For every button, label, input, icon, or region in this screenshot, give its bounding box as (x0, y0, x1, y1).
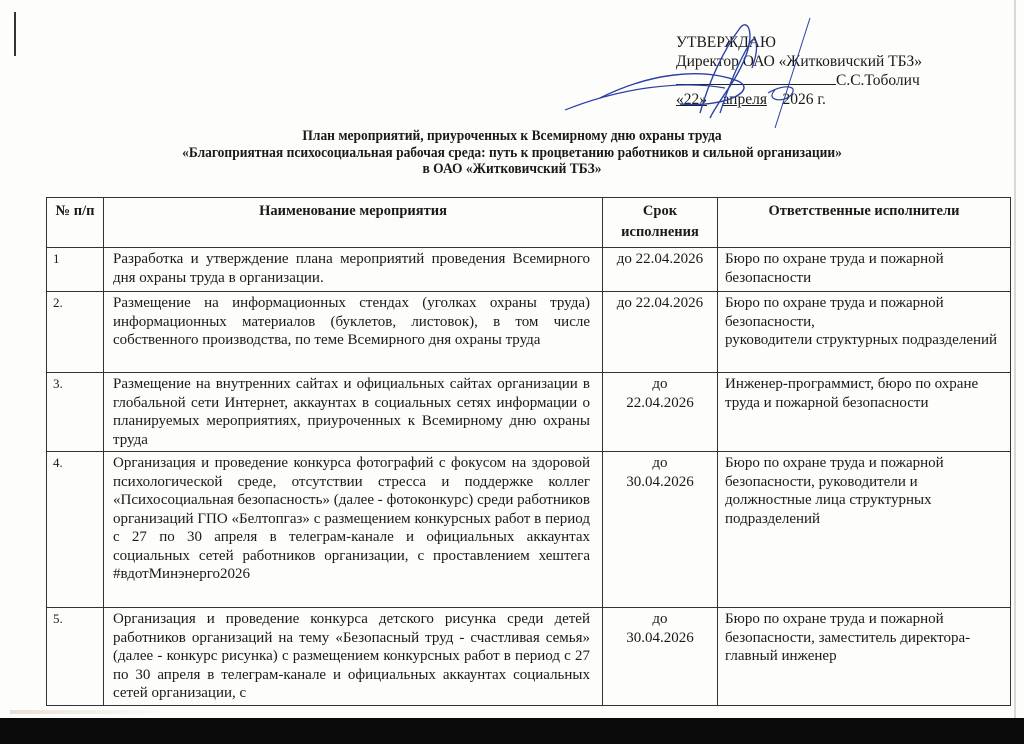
header-responsible: Ответственные исполнители (718, 198, 1011, 248)
page-edge (1014, 0, 1016, 718)
approval-signature-line (676, 71, 922, 91)
table-row (47, 608, 1011, 706)
header-deadline: Срок исполнения (603, 198, 718, 248)
header-number: № п/п (47, 198, 104, 248)
row-number: 5. (47, 608, 104, 706)
title-line-1: План мероприятий, приуроченных к Всемирному дню охраны труда (302, 128, 722, 144)
row-responsible: Бюро по охране труда и пожарной безопасности, руководители и должностные лица структурных подразделений (718, 452, 1011, 608)
scan-edge-mark (14, 12, 16, 56)
approval-signatory: С.С.Тоболич (836, 72, 920, 89)
row-event-name: Организация и проведение конкурса детского рисунка среди детей работников организаций на тему «Безопасный труд - счастливая семья» (далее - конкурс рисунка) с размещением конкурсных работ в период с 27 по 30 апреля в телеграм-канале и официальных аккаунтах социальных сетей организации, с (104, 608, 603, 706)
approval-date (676, 91, 922, 110)
row-responsible: Бюро по охране труда и пожарной безопасности (718, 248, 1011, 292)
row-deadline: до 22.04.2026 (603, 292, 718, 373)
approval-position: Директор ОАО «Житковичский ТБЗ» (676, 52, 923, 70)
row-event-name: Размещение на внутренних сайтах и официальных сайтах организации в глобальной сети Интернет, аккаунтах в социальных сетях информации о планируемых мероприятиях, приуроченных к Всемирному дню охраны труда (104, 373, 603, 452)
row-deadline: до 30.04.2026 (603, 608, 718, 706)
signature-underline (676, 71, 836, 85)
row-responsible: Бюро по охране труда и пожарной безопасности, руководители структурных подразделений (718, 292, 1011, 373)
row-responsible: Бюро по охране труда и пожарной безопасности, заместитель директора- главный инженер (718, 608, 1011, 706)
approval-block (676, 34, 922, 109)
events-plan-table (46, 197, 1011, 706)
row-number: 4. (47, 452, 104, 608)
row-deadline: до 22.04.2026 (603, 373, 718, 452)
row-number: 1 (47, 248, 104, 292)
approval-heading: УТВЕРЖДАЮ (676, 34, 776, 51)
table-row (47, 292, 1011, 373)
row-number: 2. (47, 292, 104, 373)
row-event-name: Размещение на информационных стендах (уголках охраны труда) информационных материалов (буклетов, листовок), в том числе собственного производства, по теме Всемирного дня охраны труда (104, 292, 603, 373)
approval-date-day: «22» (676, 90, 707, 108)
header-event-name: Наименование мероприятия (104, 198, 603, 248)
scan-border-bar (0, 718, 1024, 744)
title-line-2: «Благоприятная психосоциальная рабочая среда: путь к процветанию работников и сильной организации» (182, 144, 842, 161)
row-event-name: Разработка и утверждение плана мероприятий проведения Всемирного дня охраны труда в организации. (104, 248, 603, 292)
row-deadline: до 30.04.2026 (603, 452, 718, 608)
row-number: 3. (47, 373, 104, 452)
row-deadline: до 22.04.2026 (603, 248, 718, 292)
table-header-row (47, 198, 1011, 248)
approval-date-month: апреля (722, 90, 767, 108)
table-row (47, 452, 1011, 608)
approval-date-year: 2026 г. (782, 90, 826, 108)
row-event-name: Организация и проведение конкурса фотографий с фокусом на здоровой психологической среде, отсутствии стресса и поддержке коллег «Психосоциальная безопасность» (далее - фотоконкурс) среди работников организаций ГПО «Белтопгаз» с размещением конкурсных работ в период с 27 по 30 апреля в телеграм-канале и официальных аккаунтах социальных сетей работников организации, с проставлением хештега #вдотМинэнерго2026 (104, 452, 603, 608)
title-line-3: в ОАО «Житковичский ТБЗ» (422, 161, 602, 177)
row-responsible: Инженер-программист, бюро по охране труда и пожарной безопасности (718, 373, 1011, 452)
table-row (47, 248, 1011, 292)
scan-shadow (10, 710, 170, 714)
document-title (0, 128, 1024, 178)
table-row (47, 373, 1011, 452)
